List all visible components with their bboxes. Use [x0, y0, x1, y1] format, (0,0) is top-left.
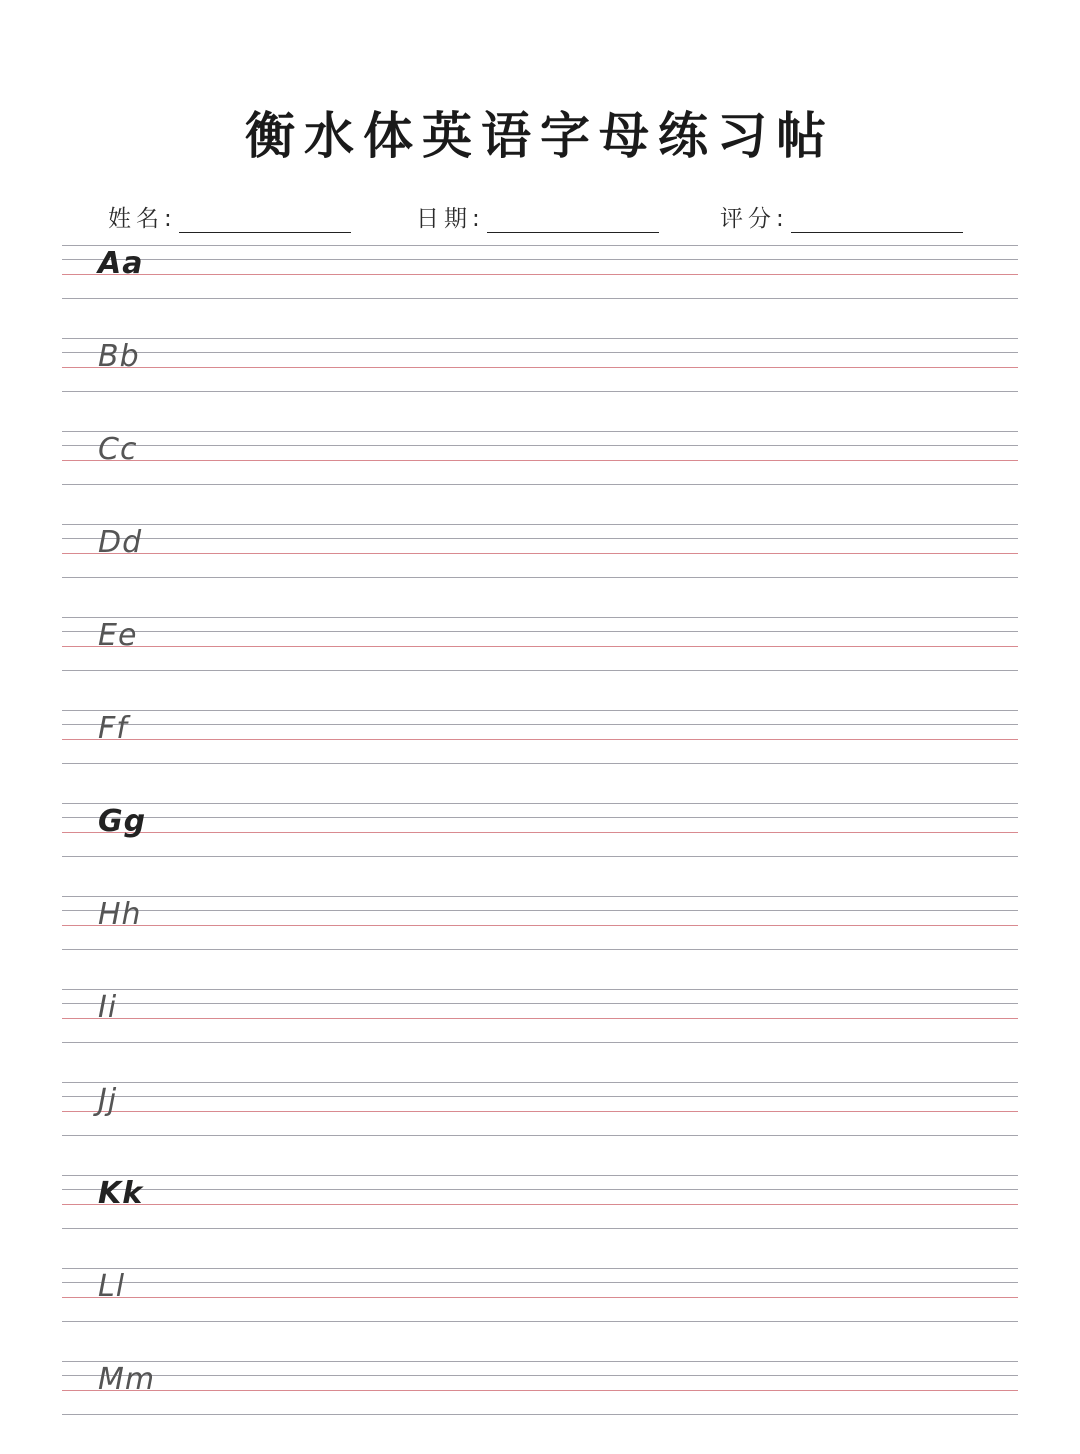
- writing-rows: [62, 245, 1018, 1454]
- letter-model: Dd: [98, 525, 143, 560]
- writing-row[interactable]: [62, 245, 1018, 338]
- letter-model: Ff: [98, 711, 128, 746]
- guide-line: [62, 896, 1018, 897]
- baseline-red: [62, 274, 1018, 275]
- baseline-red: [62, 460, 1018, 461]
- baseline-red: [62, 1297, 1018, 1298]
- header-fields: [0, 200, 1080, 232]
- score-input-line[interactable]: [791, 208, 963, 233]
- guide-line: [62, 445, 1018, 446]
- guide-line: [62, 338, 1018, 339]
- guide-line: [62, 1361, 1018, 1362]
- baseline-red: [62, 739, 1018, 740]
- guide-line: [62, 631, 1018, 632]
- guide-line: [62, 910, 1018, 911]
- guide-line: [62, 1321, 1018, 1322]
- guide-line: [62, 431, 1018, 432]
- writing-row[interactable]: [62, 524, 1018, 617]
- baseline-red: [62, 1111, 1018, 1112]
- guide-line: [62, 391, 1018, 392]
- writing-row[interactable]: [62, 338, 1018, 431]
- name-input-line[interactable]: [179, 208, 351, 233]
- guide-line: [62, 617, 1018, 618]
- guide-line: [62, 1228, 1018, 1229]
- guide-line: [62, 1096, 1018, 1097]
- guide-line: [62, 1414, 1018, 1415]
- baseline-red: [62, 925, 1018, 926]
- guide-line: [62, 803, 1018, 804]
- writing-row[interactable]: [62, 617, 1018, 710]
- baseline-red: [62, 367, 1018, 368]
- letter-model: Gg: [98, 804, 147, 839]
- guide-line: [62, 724, 1018, 725]
- baseline-red: [62, 646, 1018, 647]
- guide-line: [62, 763, 1018, 764]
- guide-line: [62, 577, 1018, 578]
- writing-row[interactable]: [62, 710, 1018, 803]
- guide-line: [62, 298, 1018, 299]
- writing-row[interactable]: [62, 1361, 1018, 1454]
- date-field: [416, 200, 659, 233]
- writing-row[interactable]: [62, 1268, 1018, 1361]
- score-field: [720, 200, 963, 233]
- guide-line: [62, 1375, 1018, 1376]
- letter-model: Hh: [98, 897, 142, 932]
- baseline-red: [62, 553, 1018, 554]
- guide-line: [62, 670, 1018, 671]
- name-label: 姓名:: [108, 206, 177, 232]
- guide-line: [62, 352, 1018, 353]
- date-input-line[interactable]: [487, 208, 659, 233]
- writing-row[interactable]: [62, 803, 1018, 896]
- letter-model: Cc: [98, 432, 138, 467]
- guide-line: [62, 484, 1018, 485]
- guide-line: [62, 1175, 1018, 1176]
- guide-line: [62, 1135, 1018, 1136]
- guide-line: [62, 245, 1018, 246]
- baseline-red: [62, 832, 1018, 833]
- guide-line: [62, 524, 1018, 525]
- guide-line: [62, 259, 1018, 260]
- writing-row[interactable]: [62, 896, 1018, 989]
- guide-line: [62, 817, 1018, 818]
- guide-line: [62, 989, 1018, 990]
- guide-line: [62, 538, 1018, 539]
- guide-line: [62, 1268, 1018, 1269]
- baseline-red: [62, 1204, 1018, 1205]
- letter-model: Ii: [98, 990, 118, 1025]
- letter-model: Kk: [98, 1176, 144, 1211]
- baseline-red: [62, 1390, 1018, 1391]
- guide-line: [62, 710, 1018, 711]
- letter-model: Ee: [98, 618, 138, 653]
- letter-model: Jj: [98, 1083, 118, 1118]
- guide-line: [62, 1189, 1018, 1190]
- letter-model: Bb: [98, 339, 140, 374]
- letter-model: Mm: [98, 1362, 156, 1397]
- baseline-red: [62, 1018, 1018, 1019]
- name-field: [108, 200, 351, 233]
- letter-model: Aa: [98, 246, 144, 281]
- score-label: 评分:: [720, 206, 789, 232]
- guide-line: [62, 1003, 1018, 1004]
- guide-line: [62, 949, 1018, 950]
- writing-row[interactable]: [62, 989, 1018, 1082]
- writing-row[interactable]: [62, 1175, 1018, 1268]
- guide-line: [62, 1042, 1018, 1043]
- writing-row[interactable]: [62, 431, 1018, 524]
- guide-line: [62, 1082, 1018, 1083]
- page-title: 衡水体英语字母练习帖: [245, 106, 835, 165]
- date-label: 日期:: [416, 206, 485, 232]
- letter-model: Ll: [98, 1269, 126, 1304]
- guide-line: [62, 856, 1018, 857]
- guide-line: [62, 1282, 1018, 1283]
- writing-row[interactable]: [62, 1082, 1018, 1175]
